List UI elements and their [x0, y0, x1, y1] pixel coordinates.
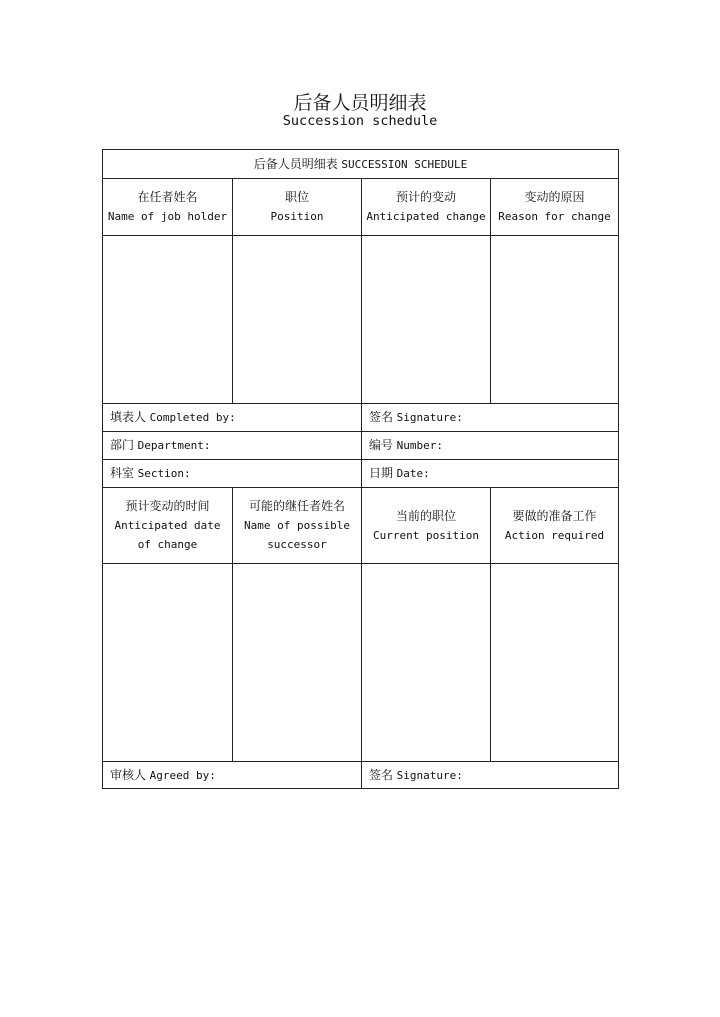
col-header-label-zh: 预计的变动 — [395, 190, 456, 204]
entry-cell-job-holder[interactable] — [103, 236, 233, 404]
field-label-en: Agreed by: — [149, 768, 216, 782]
col-header-label-zh: 要做的准备工作 — [512, 508, 597, 523]
field-row-agreed-by — [103, 762, 619, 789]
col-header-label-zh: 变动的原因 — [524, 190, 585, 204]
col-header-label-en: Action required — [504, 528, 605, 542]
col-header-label-en: Name of possible — [244, 519, 350, 532]
entry-cell-position[interactable] — [233, 236, 362, 404]
field-label-en: Section: — [137, 467, 191, 480]
section-field[interactable] — [103, 460, 362, 488]
field-label-zh: 签名 — [369, 767, 394, 782]
field-label-en: Date: — [396, 467, 430, 480]
col-header-label-en: Reason for change — [498, 210, 611, 223]
table-heading — [103, 150, 619, 179]
table-heading-row — [103, 150, 619, 179]
table-heading-zh: 后备人员明细表 — [253, 156, 338, 171]
col-header-reason-for-change — [491, 179, 619, 236]
field-label-en: Completed by: — [149, 411, 236, 424]
col-header-label-zh: 在任者姓名 — [137, 190, 198, 204]
page-subtitle: Succession schedule — [282, 113, 438, 129]
entry-row-1 — [103, 236, 619, 404]
field-row-department — [103, 432, 619, 460]
entry-cell-reason-for-change[interactable] — [491, 236, 619, 404]
field-label-en: Number: — [396, 439, 444, 452]
column-header-row-1 — [103, 179, 619, 236]
col-header-label-en: successor — [267, 538, 327, 551]
col-header-label-zh: 职位 — [284, 190, 309, 204]
date-field[interactable] — [362, 460, 619, 488]
agreed-by-field[interactable] — [103, 762, 362, 789]
col-header-position — [233, 179, 362, 236]
entry-cell-possible-successor[interactable] — [233, 564, 362, 762]
field-label-zh: 签名 — [369, 410, 394, 424]
col-header-label-en: Anticipated change — [366, 210, 486, 223]
entry-cell-anticipated-change[interactable] — [362, 236, 491, 404]
col-header-job-holder — [103, 179, 233, 236]
col-header-label-en: of change — [137, 538, 198, 551]
page-title: 后备人员明细表 — [293, 92, 427, 114]
completed-by-field[interactable] — [103, 404, 362, 432]
col-header-label-zh: 预计变动的时间 — [125, 499, 210, 513]
col-header-current-position — [362, 488, 491, 564]
field-row-completed-by — [103, 404, 619, 432]
col-header-possible-successor — [233, 488, 362, 564]
field-label-zh: 日期 — [369, 466, 394, 480]
field-label-en: Department: — [137, 439, 211, 452]
col-header-label-zh: 当前的职位 — [395, 508, 456, 523]
field-row-section — [103, 460, 619, 488]
column-header-row-2 — [103, 488, 619, 564]
field-label-zh: 编号 — [369, 438, 394, 452]
col-header-label-en: Current position — [373, 528, 479, 542]
signature-field-2[interactable] — [362, 762, 619, 789]
field-label-zh: 科室 — [110, 466, 135, 480]
entry-cell-current-position[interactable] — [362, 564, 491, 762]
field-label-en: Signature: — [396, 411, 463, 424]
entry-cell-anticipated-date[interactable] — [103, 564, 233, 762]
entry-cell-action-required[interactable] — [491, 564, 619, 762]
col-header-label-zh: 可能的继任者姓名 — [248, 499, 345, 513]
signature-field-1[interactable] — [362, 404, 619, 432]
col-header-anticipated-date — [103, 488, 233, 564]
table-heading-en: SUCCESSION SCHEDULE — [341, 157, 468, 171]
col-header-label-en: Anticipated date — [114, 519, 221, 532]
field-label-zh: 审核人 — [110, 767, 147, 782]
col-header-anticipated-change — [362, 179, 491, 236]
succession-schedule-table — [102, 149, 619, 789]
entry-row-2 — [103, 564, 619, 762]
field-label-zh: 填表人 — [110, 410, 147, 424]
field-label-en: Signature: — [396, 768, 463, 782]
col-header-label-en: Position — [270, 210, 324, 223]
field-label-zh: 部门 — [110, 438, 135, 452]
col-header-label-en: Name of job holder — [107, 210, 228, 223]
department-field[interactable] — [103, 432, 362, 460]
number-field[interactable] — [362, 432, 619, 460]
col-header-action-required — [491, 488, 619, 564]
